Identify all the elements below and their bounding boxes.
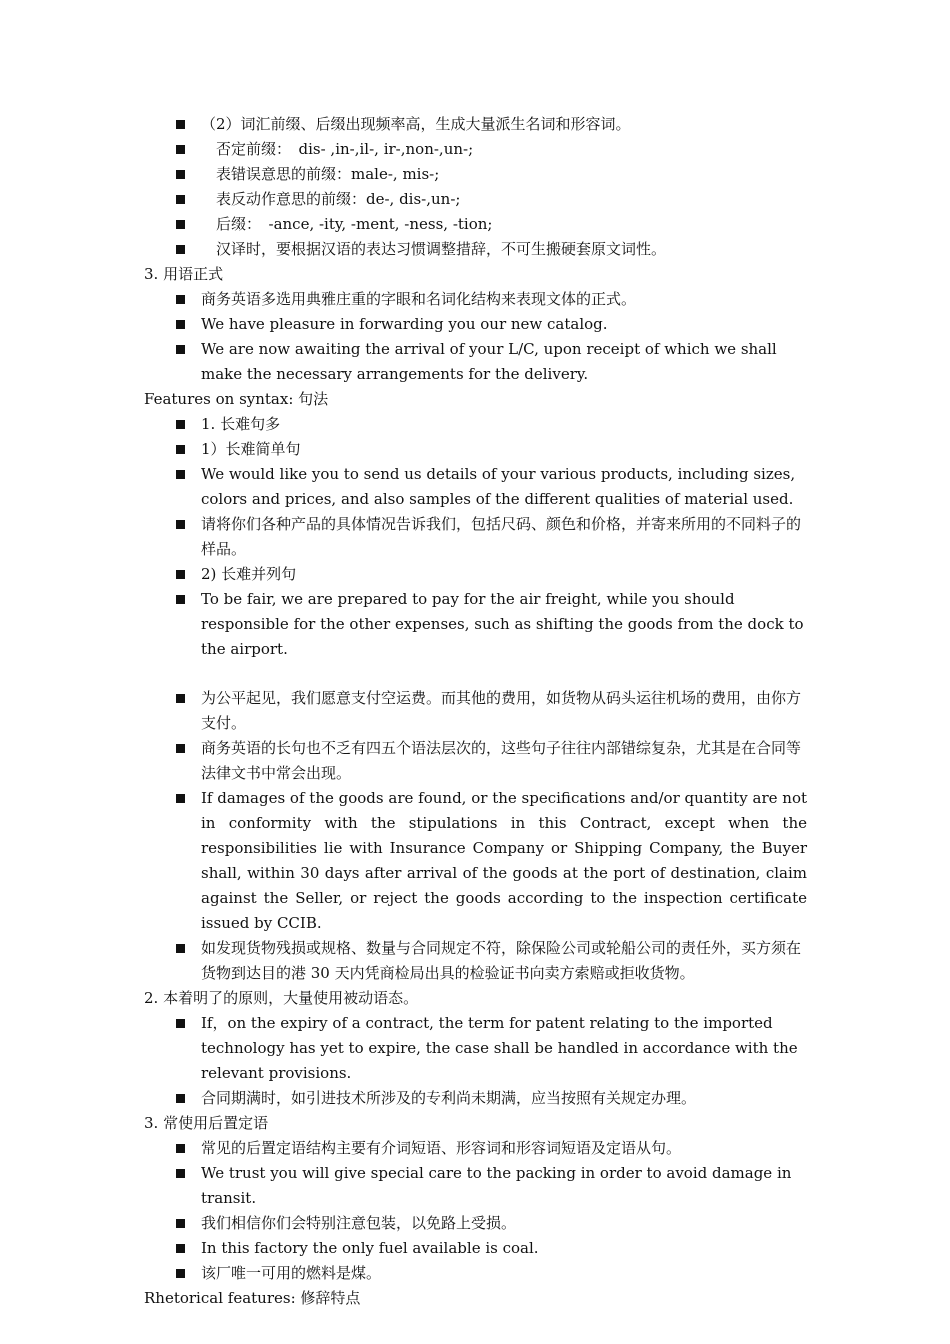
bullet-text: 1. 长难句多 bbox=[201, 415, 281, 433]
bullet-item bbox=[0, 1011, 950, 1086]
bullet-item bbox=[0, 1236, 950, 1261]
square-bullet-icon bbox=[176, 1269, 185, 1278]
square-bullet-icon bbox=[176, 420, 185, 429]
bullet-text: 常见的后置定语结构主要有介词短语、形容词和形容词短语及定语从句。 bbox=[201, 1139, 682, 1157]
bullet-text: To be fair, we are prepared to pay for the air freight, while you should responsible for the other expenses, such as shifting the goods from the dock to the airport. bbox=[201, 590, 804, 658]
bullet-item bbox=[0, 187, 950, 212]
square-bullet-icon bbox=[176, 1219, 185, 1228]
square-bullet-icon bbox=[176, 570, 185, 579]
bullet-item bbox=[0, 936, 950, 986]
bullet-text: 2) 长难并列句 bbox=[201, 565, 297, 583]
bullet-item bbox=[0, 1086, 950, 1111]
square-bullet-icon bbox=[176, 794, 185, 803]
square-bullet-icon bbox=[176, 195, 185, 204]
bullet-item bbox=[0, 686, 950, 736]
square-bullet-icon bbox=[176, 220, 185, 229]
square-bullet-icon bbox=[176, 1019, 185, 1028]
bullet-text: 否定前缀： dis- ,in-,il-, ir-,non-,un-; bbox=[201, 140, 474, 158]
bullet-text: We have pleasure in forwarding you our new catalog. bbox=[201, 315, 608, 333]
bullet-text: 为公平起见，我们愿意支付空运费。而其他的费用，如货物从码头运往机场的费用，由你方支付。 bbox=[201, 689, 802, 732]
bullet-item bbox=[0, 287, 950, 312]
bullet-text: We would like you to send us details of your various products, including sizes, colors and prices, and also samples of the different qualities of material used. bbox=[201, 465, 796, 508]
bullet-item bbox=[0, 412, 950, 437]
square-bullet-icon bbox=[176, 694, 185, 703]
bullet-item bbox=[0, 562, 950, 587]
square-bullet-icon bbox=[176, 744, 185, 753]
bullet-item bbox=[0, 1161, 950, 1211]
bullet-item bbox=[0, 1211, 950, 1236]
bullet-text: 表错误意思的前缀：male-, mis-; bbox=[201, 165, 440, 183]
section-heading: 2. 本着明了的原则，大量使用被动语态。 bbox=[144, 989, 419, 1007]
bullet-text: 合同期满时，如引进技术所涉及的专利尚未期满，应当按照有关规定办理。 bbox=[201, 1089, 697, 1107]
square-bullet-icon bbox=[176, 470, 185, 479]
square-bullet-icon bbox=[176, 345, 185, 354]
bullet-item bbox=[0, 462, 950, 512]
bullet-text: 商务英语的长句也不乏有四五个语法层次的，这些句子往往内部错综复杂，尤其是在合同等法律文书中常会出现。 bbox=[201, 739, 802, 782]
bullet-item bbox=[0, 587, 950, 662]
bullet-text: （2）词汇前缀、后缀出现频率高，生成大量派生名词和形容词。 bbox=[201, 115, 631, 133]
bullet-text: 如发现货物残损或规格、数量与合同规定不符，除保险公司或轮船公司的责任外，买方须在货物到达目的港 30 天内凭商检局出具的检验证书向卖方索赔或拒收货物。 bbox=[201, 939, 802, 982]
bullet-item bbox=[0, 512, 950, 562]
bullet-text: 请将你们各种产品的具体情况告诉我们，包括尺码、颜色和价格，并寄来所用的不同料子的样品。 bbox=[201, 515, 802, 558]
bullet-item bbox=[0, 1261, 950, 1286]
square-bullet-icon bbox=[176, 245, 185, 254]
square-bullet-icon bbox=[176, 944, 185, 953]
bullet-text: If damages of the goods are found, or the specifications and/or quantity are not in conformity with the stipulations in this Contract, except when the responsibilities lie with Insurance Company or Shipping Company, the Buyer shall, within 30 days after arrival of the goods at the port of destination, claim against the Seller, or reject the goods according to the inspection certificate issued by CCIB. bbox=[201, 789, 807, 932]
bullet-item bbox=[0, 786, 950, 936]
bullet-text: We trust you will give special care to the packing in order to avoid damage in transit. bbox=[201, 1164, 792, 1207]
bullet-text: 表反动作意思的前缀：de-, dis-,un-; bbox=[201, 190, 461, 208]
square-bullet-icon bbox=[176, 320, 185, 329]
bullet-text: 汉译时，要根据汉语的表达习惯调整措辞，不可生搬硬套原文词性。 bbox=[201, 240, 667, 258]
bullet-item bbox=[0, 162, 950, 187]
bullet-text: We are now awaiting the arrival of your L/C, upon receipt of which we shall make the necessary arrangements for the delivery. bbox=[201, 340, 777, 383]
bullet-item bbox=[0, 237, 950, 262]
square-bullet-icon bbox=[176, 1244, 185, 1253]
bullet-text: 商务英语多选用典雅庄重的字眼和名词化结构来表现文体的正式。 bbox=[201, 290, 637, 308]
square-bullet-icon bbox=[176, 1144, 185, 1153]
document-page bbox=[0, 112, 950, 1311]
square-bullet-icon bbox=[176, 170, 185, 179]
bullet-item bbox=[0, 337, 950, 387]
section-heading: Features on syntax: 句法 bbox=[144, 390, 329, 408]
square-bullet-icon bbox=[176, 295, 185, 304]
square-bullet-icon bbox=[176, 445, 185, 454]
bullet-text: 我们相信你们会特别注意包装，以免路上受损。 bbox=[201, 1214, 517, 1232]
section-heading: Rhetorical features: 修辞特点 bbox=[144, 1289, 361, 1307]
square-bullet-icon bbox=[176, 520, 185, 529]
square-bullet-icon bbox=[176, 1169, 185, 1178]
blank-line bbox=[0, 662, 950, 686]
square-bullet-icon bbox=[176, 120, 185, 129]
bullet-item bbox=[0, 437, 950, 462]
bullet-text: In this factory the only fuel available is coal. bbox=[201, 1239, 539, 1257]
bullet-text: 后缀： -ance, -ity, -ment, -ness, -tion; bbox=[201, 215, 493, 233]
bullet-text: 1）长难简单句 bbox=[201, 440, 301, 458]
bullet-item bbox=[0, 137, 950, 162]
square-bullet-icon bbox=[176, 595, 185, 604]
square-bullet-icon bbox=[176, 145, 185, 154]
bullet-text: If，on the expiry of a contract, the term for patent relating to the imported technology has yet to expire, the case shall be handled in accordance with the relevant provisions. bbox=[201, 1014, 798, 1082]
bullet-item bbox=[0, 1136, 950, 1161]
section-heading: 3. 常使用后置定语 bbox=[144, 1114, 269, 1132]
section-heading: 3. 用语正式 bbox=[144, 265, 224, 283]
bullet-item bbox=[0, 736, 950, 786]
bullet-item bbox=[0, 212, 950, 237]
square-bullet-icon bbox=[176, 1094, 185, 1103]
bullet-text: 该厂唯一可用的燃料是煤。 bbox=[201, 1264, 382, 1282]
bullet-item bbox=[0, 312, 950, 337]
bullet-item bbox=[0, 112, 950, 137]
